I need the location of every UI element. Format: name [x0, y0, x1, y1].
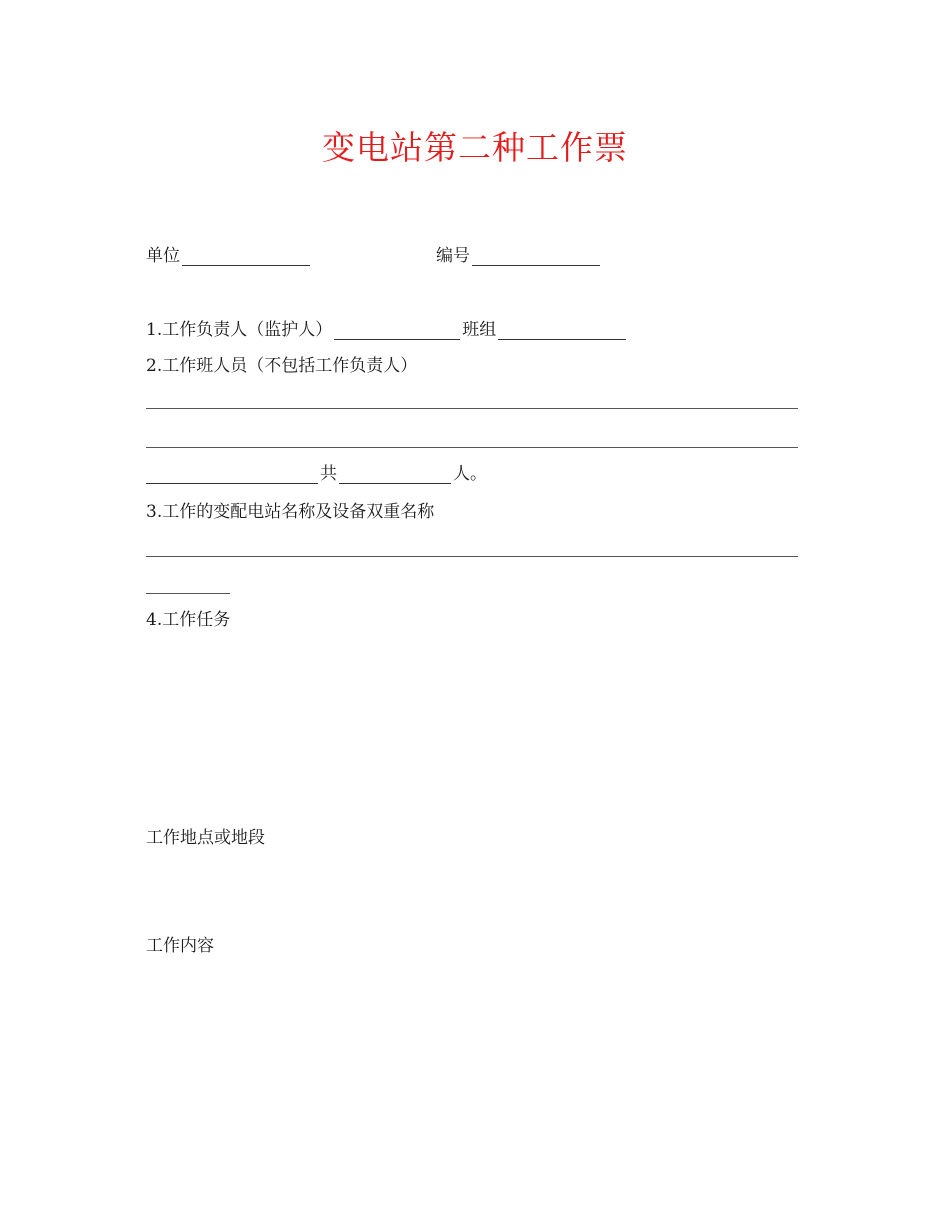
- team-label: 班组: [462, 320, 497, 340]
- document-title: 变电站第二种工作票: [322, 128, 628, 167]
- item1-row: [146, 319, 628, 341]
- unit-label: 单位: [146, 246, 180, 266]
- location-label: 工作地点或地段: [146, 828, 265, 848]
- total-count-blank[interactable]: [339, 465, 451, 484]
- total-prefix: 共: [320, 464, 337, 484]
- station-name-line-2[interactable]: [146, 593, 230, 594]
- item4-row: [146, 609, 230, 631]
- unit-blank[interactable]: [182, 247, 310, 266]
- number-row: [436, 245, 602, 267]
- members-total-row: [146, 463, 487, 485]
- members-line-1[interactable]: [146, 408, 798, 409]
- item3-label: 3.工作的变配电站名称及设备双重名称: [146, 502, 435, 522]
- content-label: 工作内容: [146, 936, 214, 956]
- number-blank[interactable]: [472, 247, 600, 266]
- location-row: [146, 827, 265, 849]
- members-line-2[interactable]: [146, 447, 798, 448]
- members-line-3[interactable]: [146, 465, 318, 484]
- item3-row: [146, 501, 434, 523]
- item4-label: 4.工作任务: [146, 610, 231, 630]
- item2-label: 2.工作班人员（不包括工作负责人）: [146, 356, 418, 376]
- item1-label: 1.工作负责人（监护人）: [146, 320, 333, 340]
- total-suffix: 人。: [453, 464, 487, 484]
- station-name-line-1[interactable]: [146, 556, 798, 557]
- item2-row: [146, 355, 417, 377]
- work-leader-blank[interactable]: [334, 321, 460, 340]
- number-label: 编号: [436, 246, 470, 266]
- unit-row: [146, 245, 312, 267]
- team-blank[interactable]: [498, 321, 626, 340]
- content-row: [146, 935, 214, 957]
